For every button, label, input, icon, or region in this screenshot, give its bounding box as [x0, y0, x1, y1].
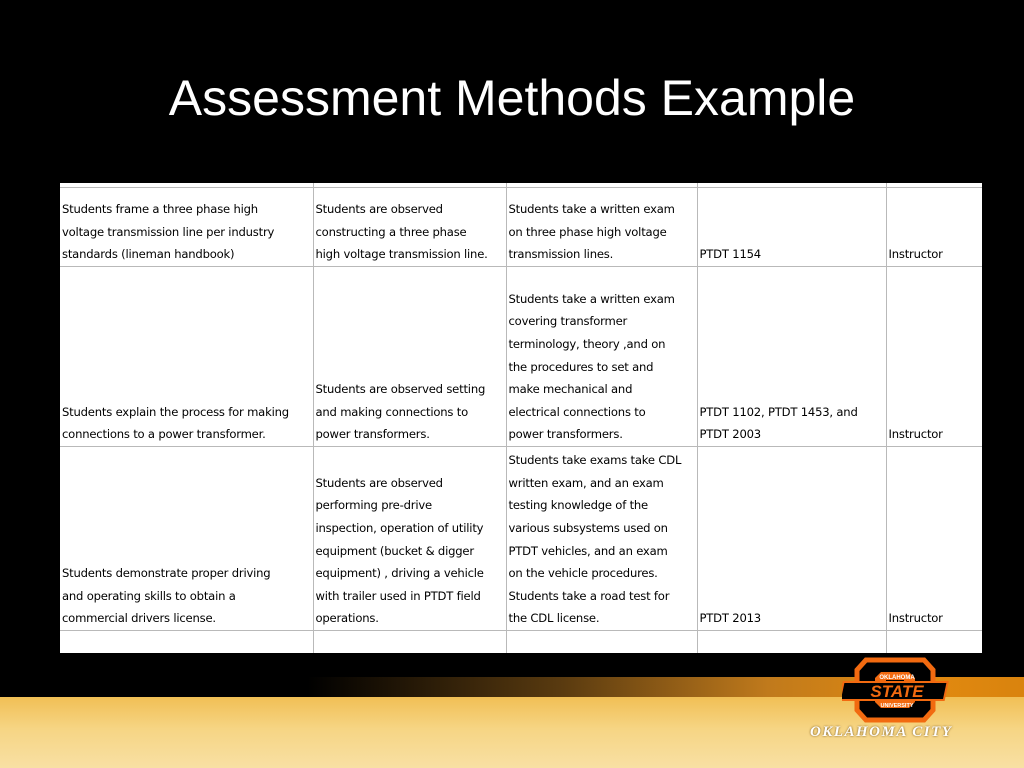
logo-oklahoma-text: OKLAHOMA: [879, 675, 915, 681]
table-row: [60, 267, 982, 447]
table-cell: [697, 631, 886, 654]
course-cell: PTDT 1102, PTDT 1453, and PTDT 2003: [697, 267, 886, 447]
table-cell: [506, 631, 697, 654]
exam-cell: Students take exams take CDL written exam, and an exam testing knowledge of the various subsystems used on PTDT vehicles, and an exam on the vehicle procedures. Students take a road test for the CDL license.: [506, 447, 697, 631]
table-row-empty: [60, 631, 982, 654]
table-cell: [886, 631, 982, 654]
outcome-cell: Students explain the process for making connections to a power transformer.: [60, 267, 313, 447]
exam-cell: Students take a written exam on three phase high voltage transmission lines.: [506, 188, 697, 267]
course-cell: PTDT 2013: [697, 447, 886, 631]
outcome-cell: Students frame a three phase high voltage transmission line per industry standards (lineman handbook): [60, 188, 313, 267]
table-cell: [60, 631, 313, 654]
assessment-table: [60, 183, 982, 653]
assessor-cell: Instructor: [886, 447, 982, 631]
observation-cell: Students are observed performing pre-drive inspection, operation of utility equipment (bucket & digger equipment) , driving a vehicle with trailer used in PTDT field operations.: [313, 447, 506, 631]
table-cell: [313, 631, 506, 654]
observation-cell: Students are observed setting and making connections to power transformers.: [313, 267, 506, 447]
assessor-cell: Instructor: [886, 267, 982, 447]
course-cell: PTDT 1154: [697, 188, 886, 267]
campus-name: OKLAHOMA CITY: [810, 724, 953, 740]
observation-cell: Students are observed constructing a three phase high voltage transmission line.: [313, 188, 506, 267]
table-row: [60, 447, 982, 631]
logo-state-text: STATE: [870, 682, 924, 701]
table-row: [60, 188, 982, 267]
logo-university-text: UNIVERSITY: [880, 703, 914, 709]
assessor-cell: Instructor: [886, 188, 982, 267]
osu-logo: [842, 652, 950, 728]
exam-cell: Students take a written exam covering transformer terminology, theory ,and on the procedures to set and make mechanical and electrical connections to power transformers.: [506, 267, 697, 447]
outcome-cell: Students demonstrate proper driving and operating skills to obtain a commercial drivers license.: [60, 447, 313, 631]
slide-title: Assessment Methods Example: [168, 70, 856, 126]
